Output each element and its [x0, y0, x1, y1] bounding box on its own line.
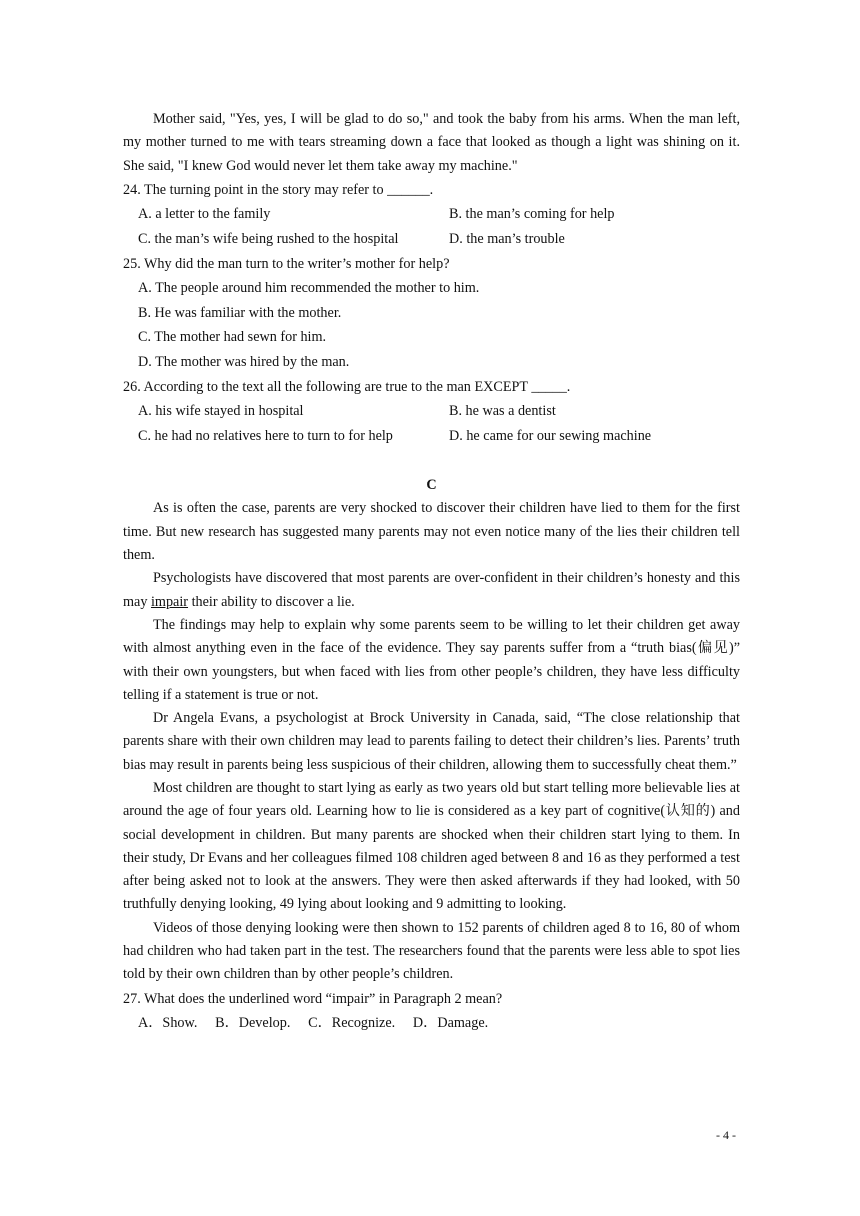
- p2-text-after: their ability to discover a lie.: [188, 593, 355, 610]
- intro-paragraph: Mother said, "Yes, yes, I will be glad to do so," and took the baby from his arms. When the man left, my mother turned to me with tears streaming down a face that looked as though a light was shining on it. She said, "I knew God would never let them take away my machine.": [123, 111, 740, 174]
- question-26: 26. According to the text all the following are true to the man EXCEPT _____.: [123, 378, 571, 395]
- question-24-options-row-1: [123, 202, 740, 227]
- question-24: 24. The turning point in the story may refer to ______.: [123, 181, 434, 198]
- passage-paragraph-5: Most children are thought to start lying as early as two years old but start telling more believable lies at around the age of four years old. Learning how to lie is considered as a key part of cognitive(认知的) and social development in children. But many parents are shocked when their children start lying to them. In their study, Dr Evans and her colleagues filmed 108 children aged between 8 and 16 as they performed a test after being asked not to look at the answers. They were then asked afterwards if they had looked, with 50 truthfully denying looking, 49 lying about looking and 9 admitting to looking.: [123, 779, 740, 913]
- question-25: 25. Why did the man turn to the writer’s mother for help?: [123, 255, 450, 272]
- option-26a: A. his wife stayed in hospital: [138, 403, 304, 420]
- option-25b: B. He was familiar with the mother.: [138, 304, 342, 321]
- option-26c: C. he had no relatives here to turn to for help: [138, 427, 393, 444]
- question-26-options-row-2: [123, 424, 740, 449]
- passage-paragraph-6: Videos of those denying looking were then shown to 152 parents of children aged 8 to 16, 80 of whom had children who had taken part in the test. The researchers found that the parents were less able to spot lies told by their own children than by other people’s children.: [123, 919, 740, 983]
- passage-paragraph-3: The findings may help to explain why some parents seem to be willing to let their children get away with almost anything even in the face of the evidence. They say parents suffer from a “truth bias(偏见)” with their own youngsters, but when faced with lies from other people’s children, they have less difficulty telling if a statement is true or not.: [123, 616, 740, 703]
- document-page: [123, 108, 740, 1036]
- option-26d: D. he came for our sewing machine: [449, 427, 652, 444]
- option-26b: B. he was a dentist: [449, 403, 556, 420]
- passage-paragraph-2: [123, 567, 740, 614]
- option-25c: C. The mother had sewn for him.: [138, 329, 327, 346]
- option-24b: B. the man’s coming for help: [449, 206, 615, 223]
- section-heading-c: C: [426, 477, 437, 494]
- option-24d: D. the man’s trouble: [449, 231, 565, 248]
- question-27: 27. What does the underlined word “impair” in Paragraph 2 mean?: [123, 990, 503, 1007]
- question-26-options-row-1: [123, 399, 740, 424]
- underlined-word-impair: impair: [150, 593, 189, 610]
- p2-text-before: Psychologists have discovered that most parents are over-confident in their children’s honesty and this may: [123, 570, 740, 610]
- option-25d: D. The mother was hired by the man.: [138, 354, 350, 371]
- option-24c: C. the man’s wife being rushed to the hospital: [138, 231, 399, 248]
- option-24a: A. a letter to the family: [138, 206, 271, 223]
- question-27-options: A．Show. B．Develop. C．Recognize. D．Damage.: [138, 1015, 489, 1032]
- passage-paragraph-4: Dr Angela Evans, a psychologist at Brock University in Canada, said, “The close relationship that parents share with their own children may lead to parents failing to detect their children’s lies. Parents’ truth bias may result in parents being less suspicious of their children, allowing them to successfully cheat them.”: [123, 710, 740, 773]
- page-number: - 4 -: [716, 1128, 736, 1142]
- passage-paragraph-1: As is often the case, parents are very shocked to discover their children have lied to them for the first time. But new research has suggested many parents may not even notice many of the lies their children tell them.: [123, 500, 740, 564]
- question-24-options-row-2: [123, 227, 740, 252]
- option-25a: A. The people around him recommended the mother to him.: [138, 280, 480, 297]
